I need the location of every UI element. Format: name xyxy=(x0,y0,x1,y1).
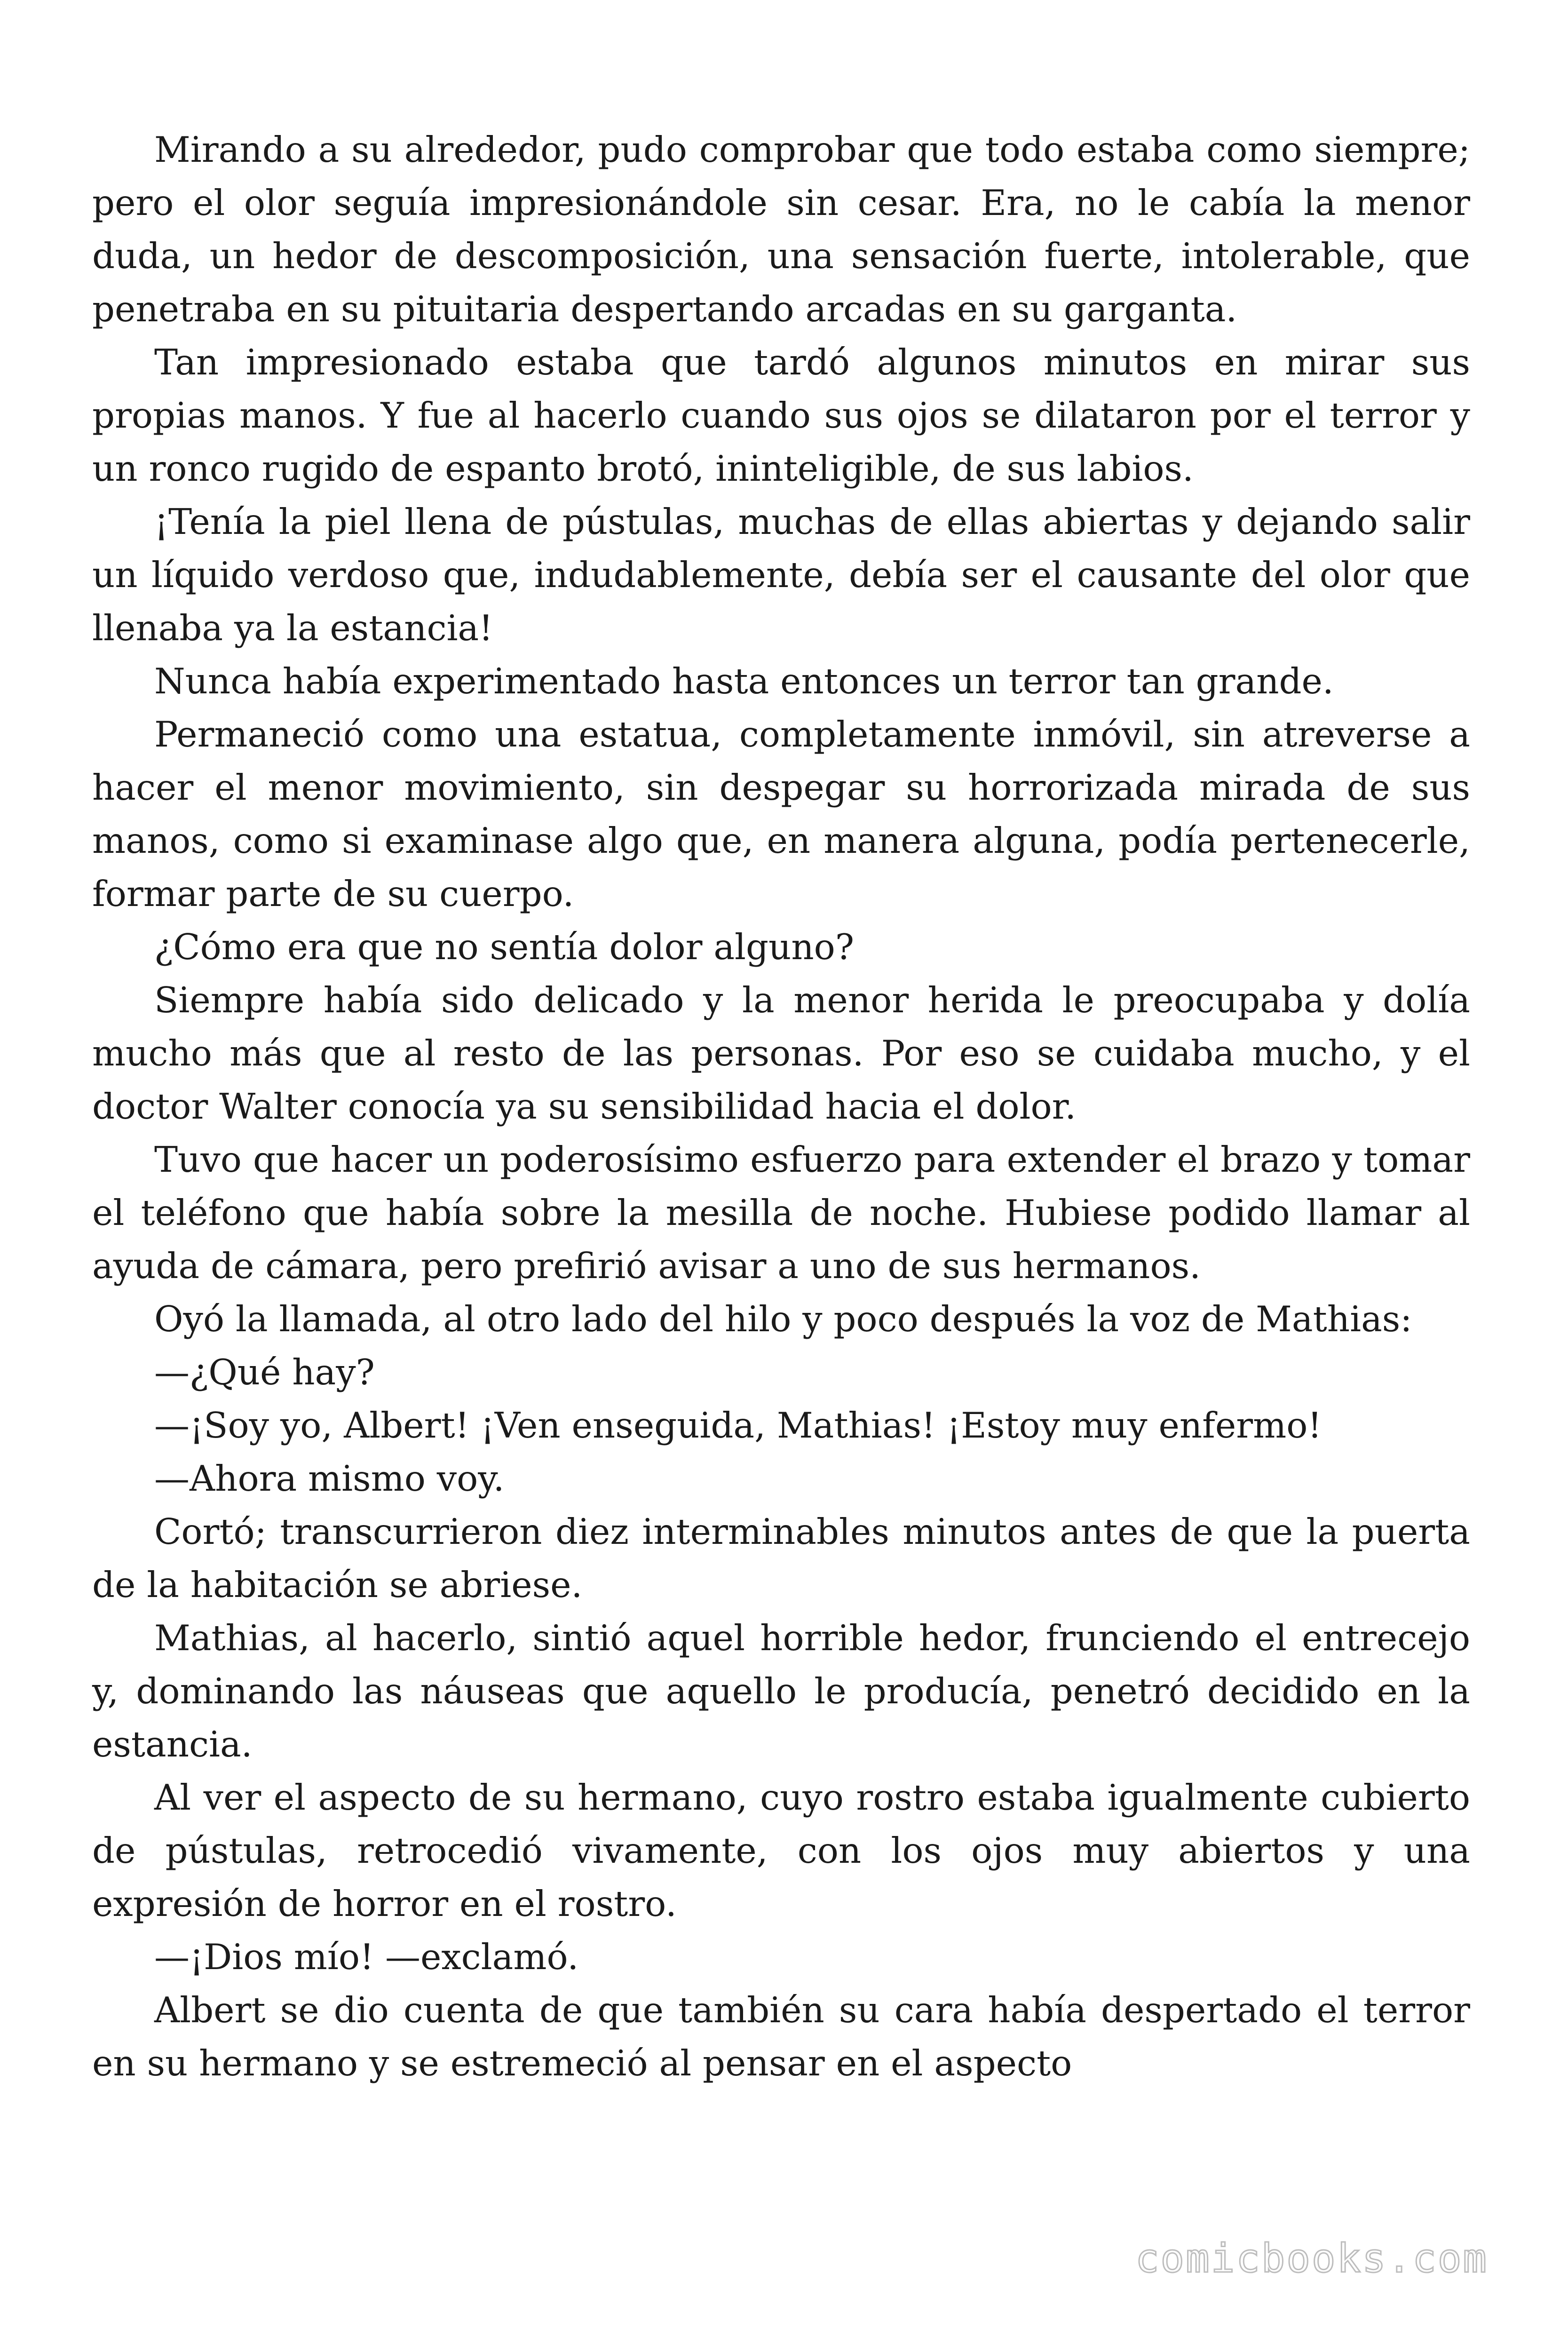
paragraph-14: Mathias, al hacerlo, sintió aquel horrible hedor, frunciendo el entrecejo y, dominando las náuseas que aquello le producía, penetró decidido en la estancia. xyxy=(92,1617,1470,1765)
paragraph-4: Nunca había experimentado hasta entonces un terror tan grande. xyxy=(154,660,1334,702)
dialogue-line-1: —¿Qué hay? xyxy=(154,1351,375,1393)
text-body xyxy=(92,123,1470,2090)
paragraph-15: Al ver el aspecto de su hermano, cuyo rostro estaba igualmente cubierto de pústulas, retrocedió vivamente, con los ojos muy abiertos y una expresión de horror en el rostro. xyxy=(92,1777,1470,1924)
dialogue-line-3: —Ahora mismo voy. xyxy=(154,1458,505,1499)
paragraph-6: ¿Cómo era que no sentía dolor alguno? xyxy=(154,926,855,968)
paragraph-5: Permaneció como una estatua, completamente inmóvil, sin atreverse a hacer el menor movimiento, sin despegar su horrorizada mirada de sus manos, como si examinase algo que, en manera alguna, podía pertenecerle, formar parte de su cuerpo. xyxy=(92,714,1470,914)
paragraph-2: Tan impresionado estaba que tardó algunos minutos en mirar sus propias manos. Y fue al hacerlo cuando sus ojos se dilataron por el terror y un ronco rugido de espanto brotó, ininteligible, de sus labios. xyxy=(92,342,1470,489)
paragraph-8: Tuvo que hacer un poderosísimo esfuerzo para extender el brazo y tomar el teléfono que había sobre la mesilla de noche. Hubiese podido llamar al ayuda de cámara, pero prefirió avisar a uno de sus hermanos. xyxy=(92,1139,1470,1287)
dialogue-line-4: —¡Dios mío! —exclamó. xyxy=(154,1936,579,1978)
paragraph-7: Siempre había sido delicado y la menor herida le preocupaba y dolía mucho más que al resto de las personas. Por eso se cuidaba mucho, y el doctor Walter conocía ya su sensibilidad hacia el dolor. xyxy=(92,979,1470,1127)
paragraph-3: ¡Tenía la piel llena de pústulas, muchas de ellas abiertas y dejando salir un líquido verdoso que, indudablemente, debía ser el causante del olor que llenaba ya la estancia! xyxy=(92,501,1470,649)
paragraph-9: Oyó la llamada, al otro lado del hilo y poco después la voz de Mathias: xyxy=(154,1298,1412,1340)
paragraph-17: Albert se dio cuenta de que también su cara había despertado el terror en su hermano y se estremeció al pensar en el aspecto xyxy=(92,1989,1470,2084)
dialogue-line-2: —¡Soy yo, Albert! ¡Ven enseguida, Mathias! ¡Estoy muy enfermo! xyxy=(154,1405,1322,1446)
watermark: comicbooks.com xyxy=(1135,2235,1488,2281)
paragraph-13: Cortó; transcurrieron diez interminables minutos antes de que la puerta de la habitación se abriese. xyxy=(92,1511,1470,1605)
paragraph-1: Mirando a su alrededor, pudo comprobar que todo estaba como siempre; pero el olor seguía impresionándole sin cesar. Era, no le cabía la menor duda, un hedor de descomposición, una sensación fuerte, intolerable, que penetraba en su pituitaria despertando arcadas en su garganta. xyxy=(92,129,1470,330)
